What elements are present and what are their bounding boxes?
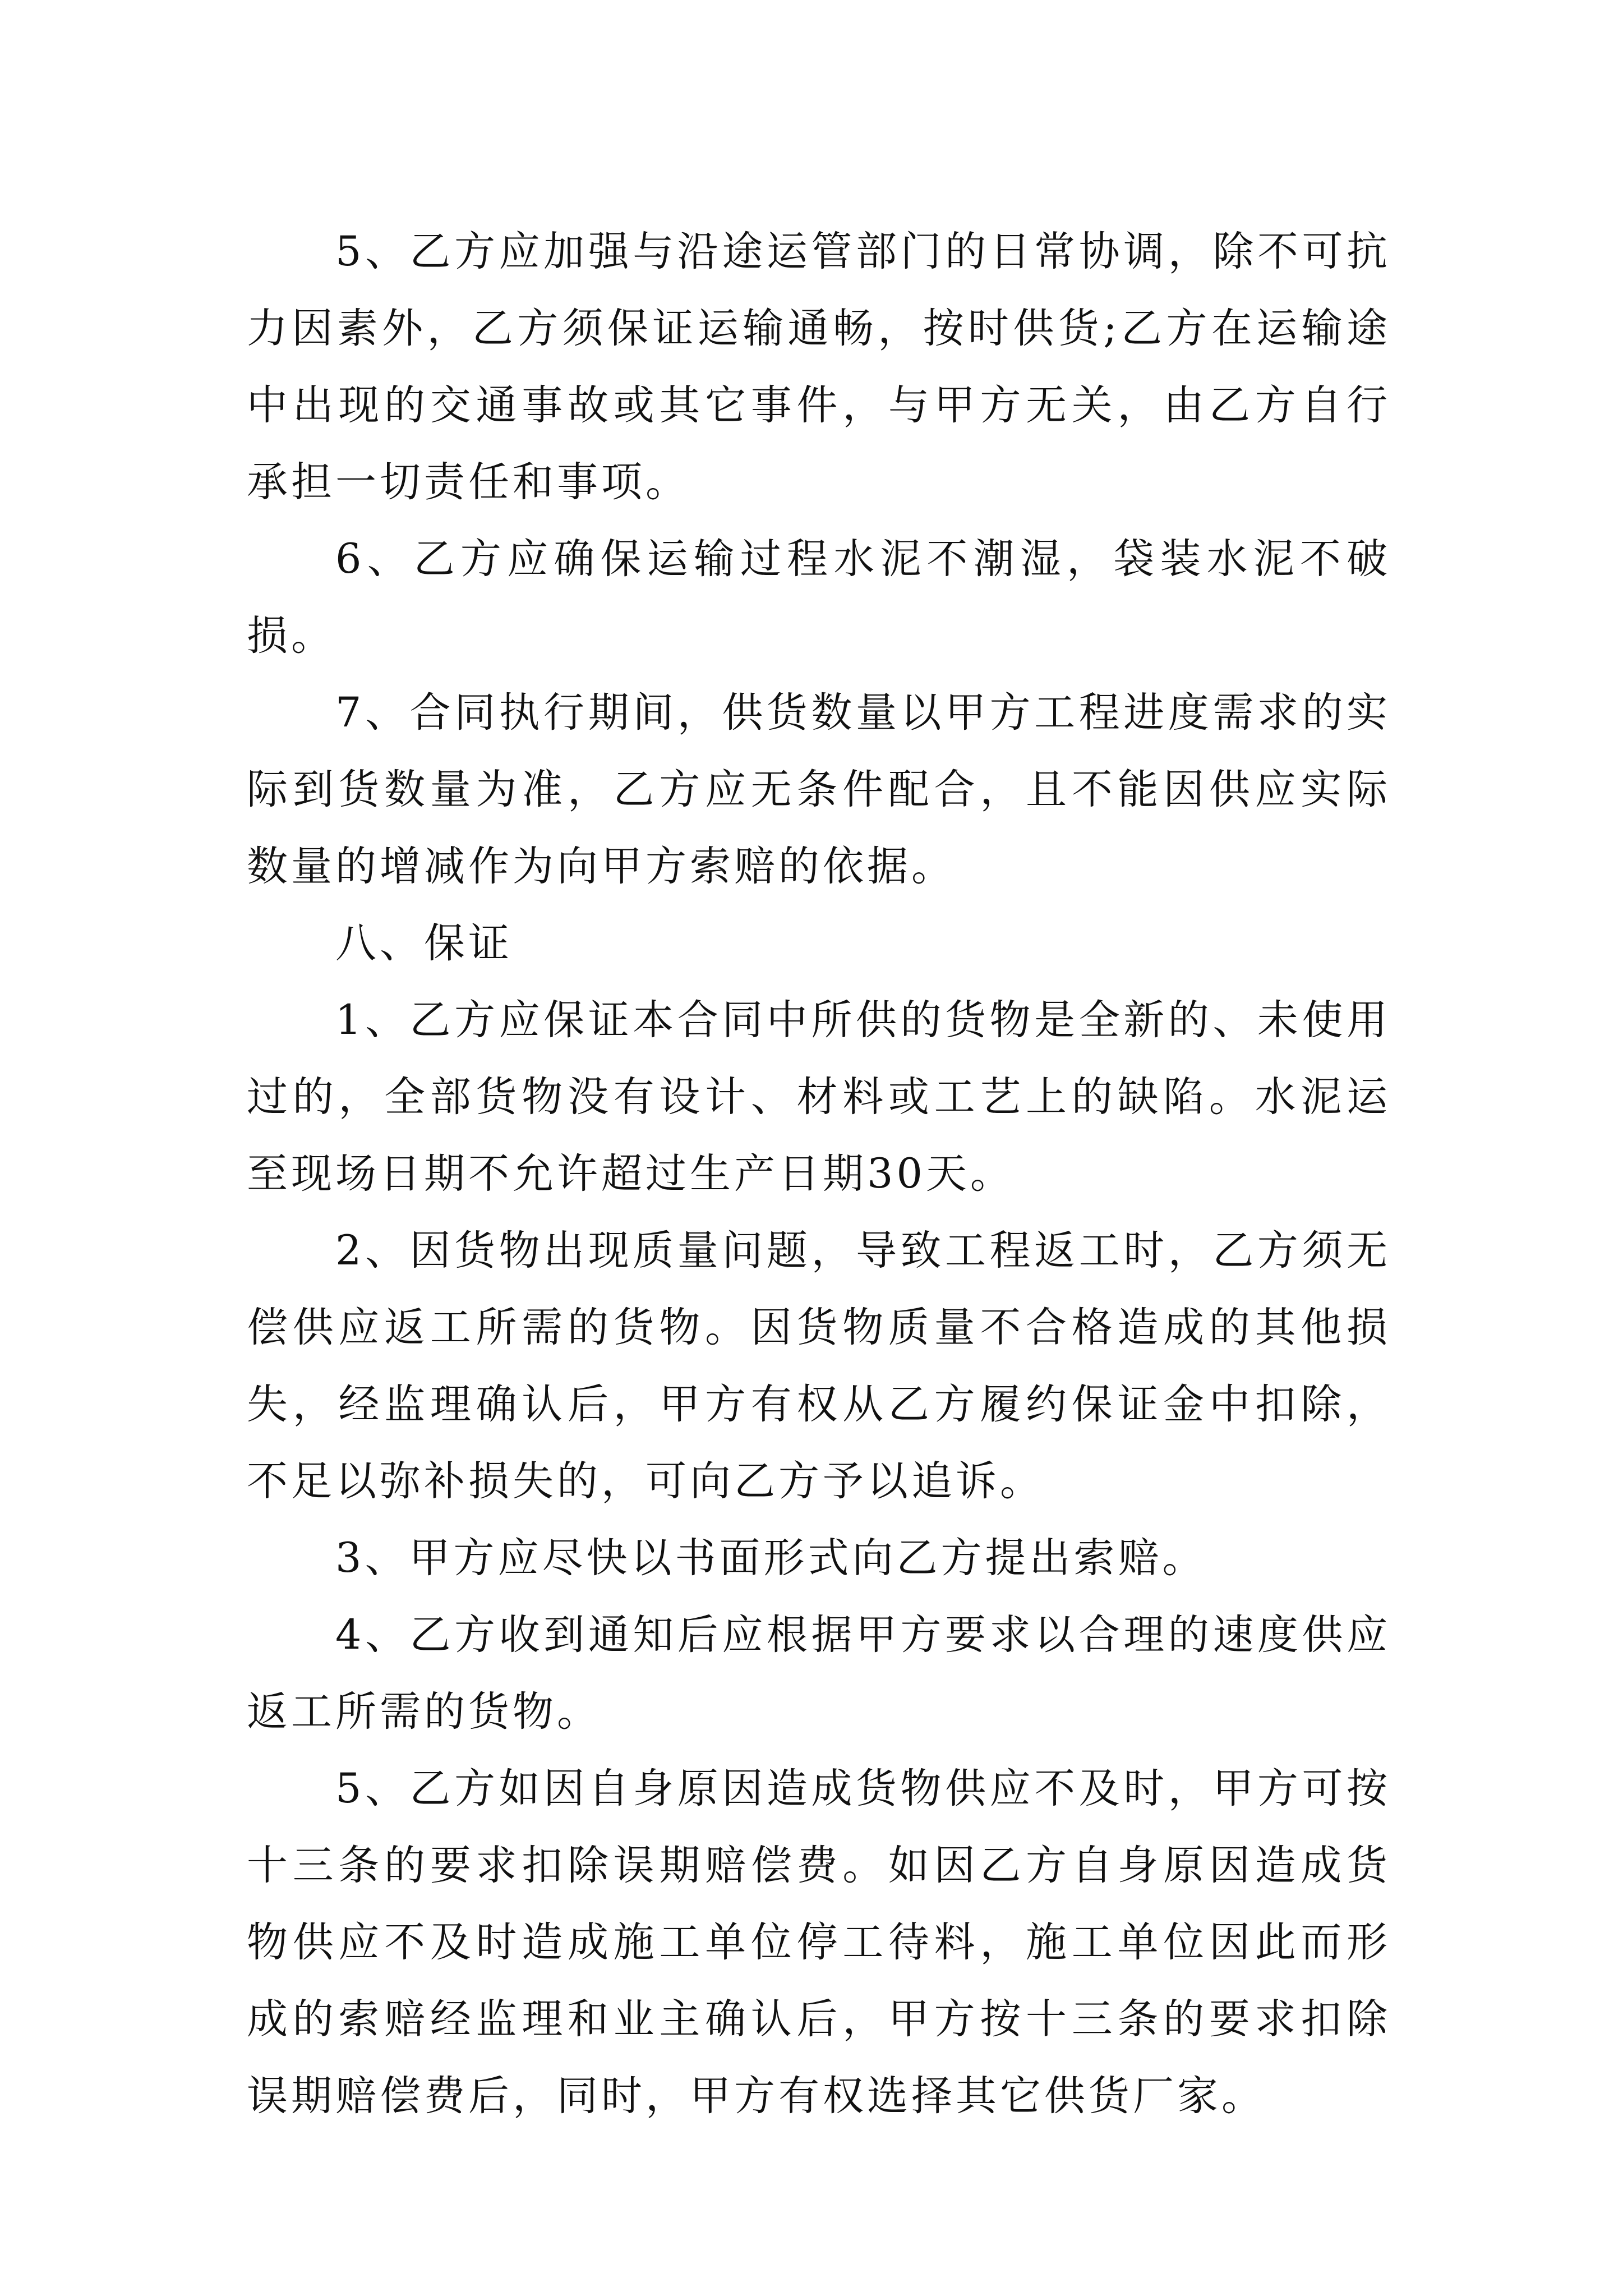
paragraph-clause-8-1: 1、乙方应保证本合同中所供的货物是全新的、未使用过的，全部货物没有设计、材料或工艺上的缺陷。水泥运至现场日期不允许超过生产日期30天。 (247, 996, 1391, 1198)
paragraph-clause-8-2: 2、因货物出现质量问题，导致工程返工时，乙方须无偿供应返工所需的货物。因货物质量不合格造成的其他损失，经监理确认后，甲方有权从乙方履约保证金中扣除，不足以弥补损失的，可向乙方予以追诉。 (247, 1227, 1391, 1505)
document-body (247, 213, 1391, 2134)
paragraph-clause-8-5: 5、乙方如因自身原因造成货物供应不及时，甲方可按十三条的要求扣除误期赔偿费。如因乙方自身原因造成货物供应不及时造成施工单位停工待料，施工单位因此而形成的索赔经监理和业主确认后，甲方按十三条的要求扣除误期赔偿费后，同时，甲方有权选择其它供货厂家。 (247, 1765, 1391, 2120)
paragraph-clause-7-5: 5、乙方应加强与沿途运管部门的日常协调，除不可抗力因素外，乙方须保证运输通畅，按时供货;乙方在运输途中出现的交通事故或其它事件，与甲方无关，由乙方自行承担一切责任和事项。 (247, 228, 1391, 506)
section-heading-guarantee: 八、保证 (335, 919, 513, 967)
paragraph-clause-7-7: 7、合同执行期间，供货数量以甲方工程进度需求的实际到货数量为准，乙方应无条件配合，且不能因供应实际数量的增减作为向甲方索赔的依据。 (247, 689, 1391, 890)
paragraph-clause-8-3: 3、甲方应尽快以书面形式向乙方提出索赔。 (335, 1534, 1207, 1582)
paragraph-clause-7-6: 6、乙方应确保运输过程水泥不潮湿，袋装水泥不破损。 (247, 535, 1391, 660)
paragraph-clause-8-4: 4、乙方收到通知后应根据甲方要求以合理的速度供应返工所需的货物。 (247, 1611, 1391, 1736)
